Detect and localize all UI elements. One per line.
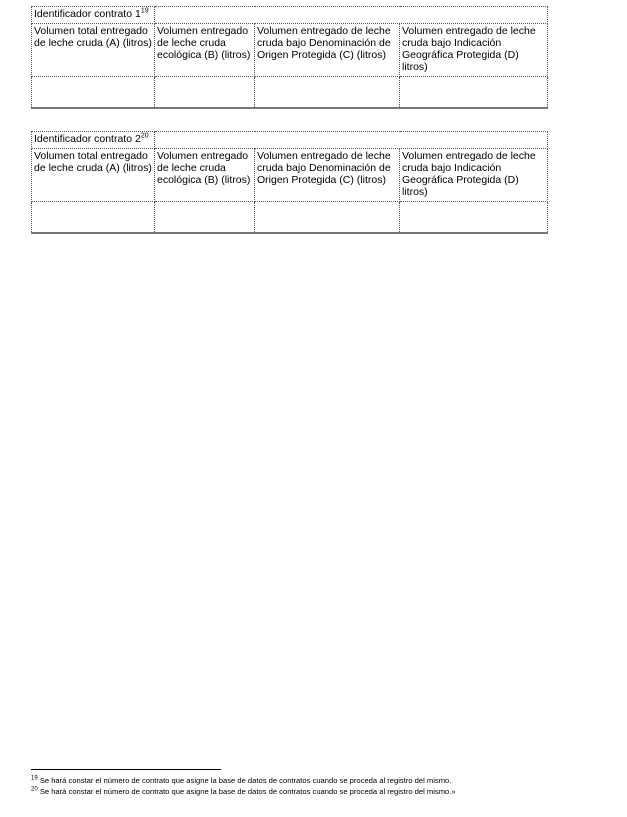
footnote-ref[interactable]: 20 <box>140 132 149 140</box>
header-pgi-volume: Volumen entregado de leche cruda bajo Indicación Geográfica Protegida (D) litros) <box>400 149 548 202</box>
contract-id-label: Identificador contrato $2^{20}$ <box>32 132 155 149</box>
header-pdo-volume: Volumen entregado de leche cruda bajo Denominación de Origen Protegida (C) (litros) <box>255 24 400 77</box>
footnote-ref[interactable]: 19 <box>140 7 149 15</box>
value-total-volume[interactable] <box>32 77 155 109</box>
contract-id-value[interactable] <box>155 7 548 24</box>
footnote-number: 20 <box>31 786 38 793</box>
value-total-volume[interactable] <box>32 202 155 234</box>
header-pdo-volume: Volumen entregado de leche cruda bajo Denominación de Origen Protegida (C) (litros) <box>255 149 400 202</box>
header-total-volume: Volumen total entregado de leche cruda (A) (litros) <box>32 24 155 77</box>
footnote-text: Se hará constar el número de contrato que asigne la base de datos de contratos cuando se proceda al registro del mismo. <box>39 776 452 785</box>
footnote-number: 19 <box>31 775 38 782</box>
footnote-text: Se hará constar el número de contrato que asigne la base de datos de contratos cuando se proceda al registro del mismo.» <box>39 787 456 796</box>
value-pdo-volume[interactable] <box>255 77 400 109</box>
value-organic-volume[interactable] <box>155 202 255 234</box>
header-organic-volume: Volumen entregado de leche cruda ecológica (B) (litros) <box>155 149 255 202</box>
value-pgi-volume[interactable] <box>400 202 548 234</box>
value-pdo-volume[interactable] <box>255 202 400 234</box>
footnote-20 <box>31 786 611 797</box>
value-organic-volume[interactable] <box>155 77 255 109</box>
contract-table-2 <box>31 131 548 234</box>
contract-table-1 <box>31 6 548 109</box>
value-pgi-volume[interactable] <box>400 77 548 109</box>
header-total-volume: Volumen total entregado de leche cruda (A) (litros) <box>32 149 155 202</box>
header-pgi-volume: Volumen entregado de leche cruda bajo Indicación Geográfica Protegida (D) litros) <box>400 24 548 77</box>
header-organic-volume: Volumen entregado de leche cruda ecológica (B) (litros) <box>155 24 255 77</box>
footnotes <box>31 775 611 797</box>
contract-id-value[interactable] <box>155 132 548 149</box>
footnote-19 <box>31 775 611 786</box>
footnote-separator <box>31 769 221 770</box>
contract-id-label: Identificador contrato $1^{19}$ <box>32 7 155 24</box>
